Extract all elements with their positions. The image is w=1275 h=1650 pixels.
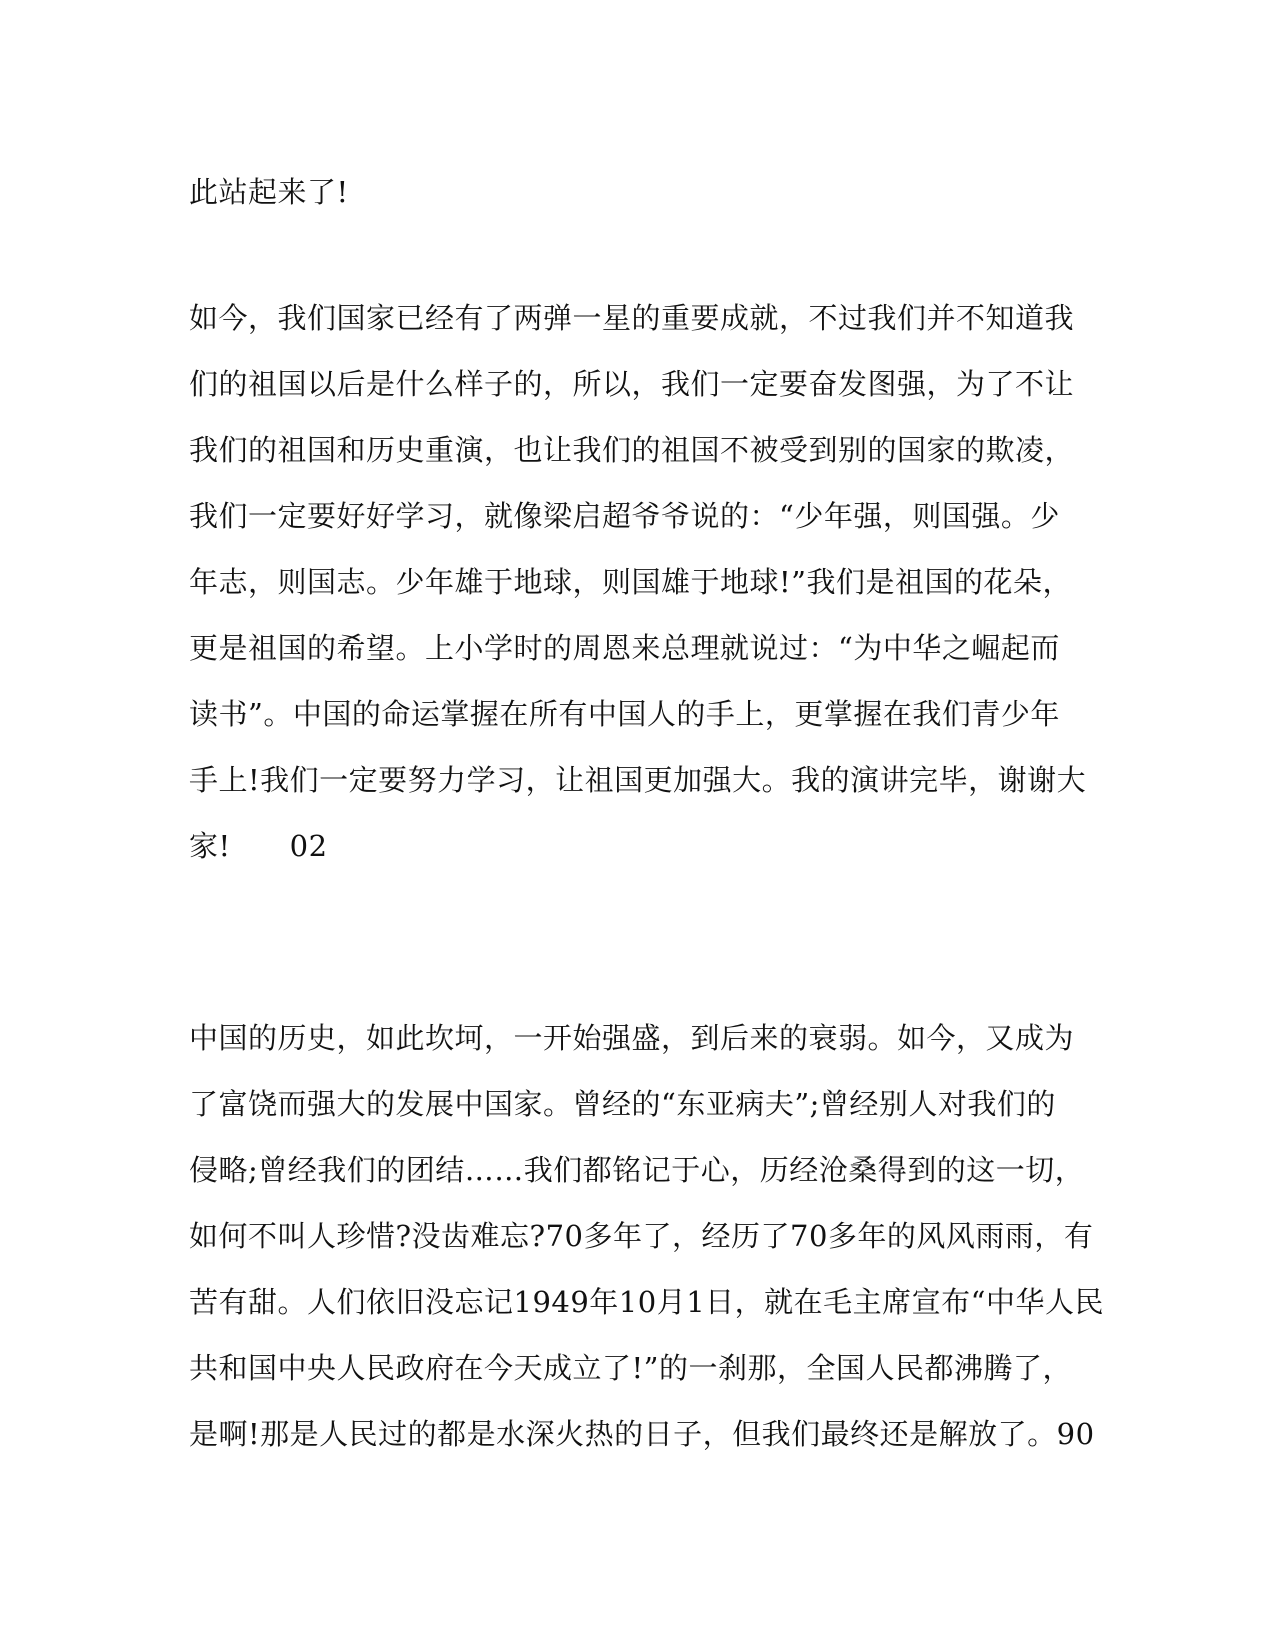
text-line: 家! 02 (189, 829, 328, 863)
text-line: 我们一定要好好学习，就像梁启超爷爷说的：“少年强，则国强。少 (189, 499, 1060, 533)
text-line: 是啊!那是人民过的都是水深火热的日子，但我们最终还是解放了。90 (189, 1417, 1095, 1451)
text-line: 我们的祖国和历史重演，也让我们的祖国不被受到别的国家的欺凌， (189, 433, 1075, 467)
text-line: 苦有甜。人们依旧没忘记1949年10月1日，就在毛主席宣布“中华人民 (189, 1285, 1104, 1319)
text-line: 如今，我们国家已经有了两弹一星的重要成就，不过我们并不知道我 (189, 301, 1075, 335)
text-line: 读书”。中国的命运掌握在所有中国人的手上，更掌握在我们青少年 (189, 697, 1060, 731)
text-line: 如何不叫人珍惜?没齿难忘?70多年了，经历了70多年的风风雨雨，有 (189, 1219, 1094, 1253)
text-line: 了富饶而强大的发展中国家。曾经的“东亚病夫”;曾经别人对我们的 (189, 1087, 1056, 1121)
text-line: 共和国中央人民政府在今天成立了!”的一刹那，全国人民都沸腾了， (189, 1351, 1072, 1385)
text-line: 年志，则国志。少年雄于地球，则国雄于地球!”我们是祖国的花朵， (189, 565, 1072, 599)
text-line: 此站起来了! (189, 175, 349, 209)
text-line: 侵略;曾经我们的团结……我们都铭记于心，历经沧桑得到的这一切， (189, 1153, 1085, 1187)
text-line: 们的祖国以后是什么样子的，所以，我们一定要奋发图强，为了不让 (189, 367, 1075, 401)
text-line: 更是祖国的希望。上小学时的周恩来总理就说过：“为中华之崛起而 (189, 631, 1060, 665)
text-line: 手上!我们一定要努力学习，让祖国更加强大。我的演讲完毕，谢谢大 (189, 763, 1087, 797)
text-line: 中国的历史，如此坎坷，一开始强盛，到后来的衰弱。如今，又成为 (189, 1021, 1075, 1055)
